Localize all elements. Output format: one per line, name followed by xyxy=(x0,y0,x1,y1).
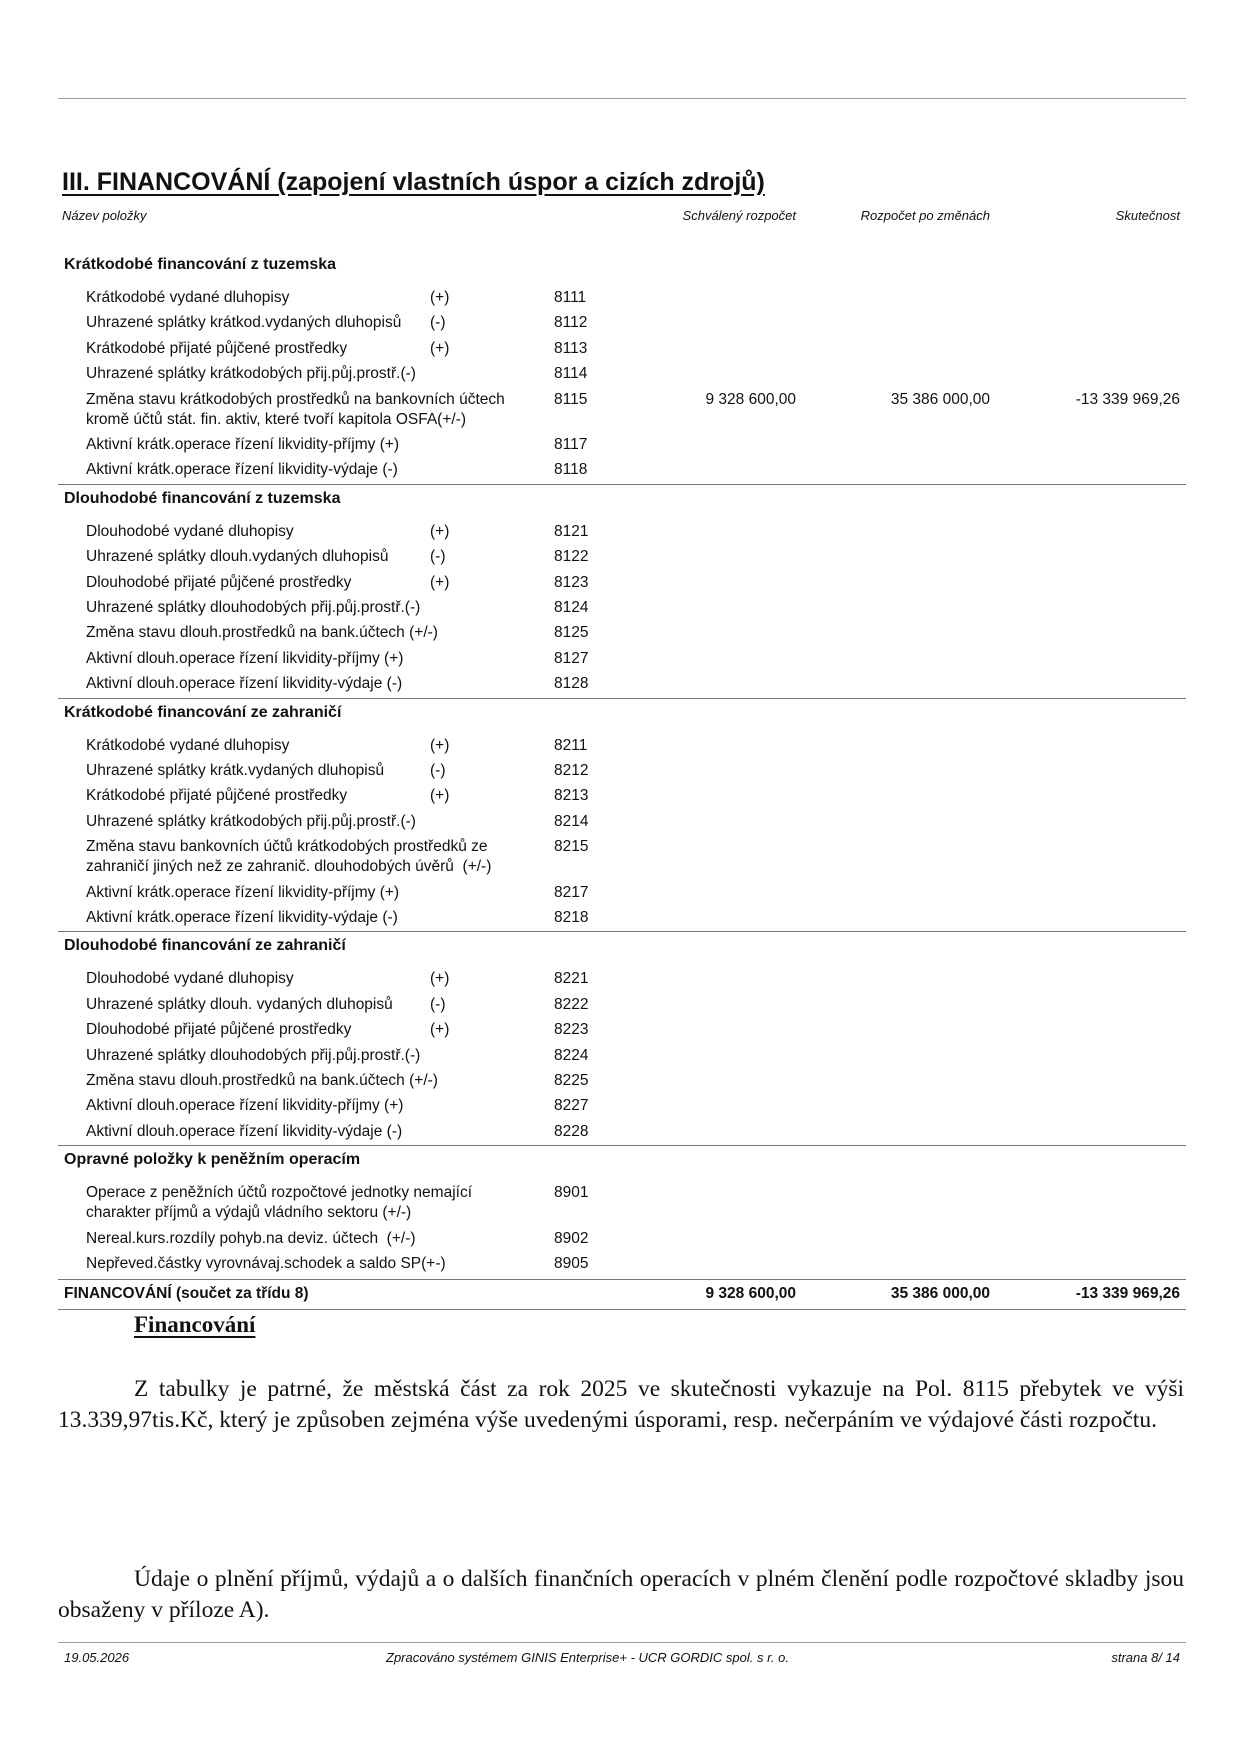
row-code: 8214 xyxy=(554,812,589,830)
total-after-changes: 35 386 000,00 xyxy=(890,1285,990,1303)
row-code: 8225 xyxy=(554,1072,589,1089)
row-sign: (+) xyxy=(430,970,450,988)
col-header-name: Název položky xyxy=(62,208,147,223)
row-label: Uhrazené splátky krátkodobých přij.půj.prostř.(-) xyxy=(86,812,416,830)
row-code: 8121 xyxy=(554,522,589,540)
page-heading: III. FINANCOVÁNÍ (zapojení vlastních úspor a cizích zdrojů) xyxy=(62,168,765,196)
row-label: Krátkodobé vydané dluhopisy xyxy=(86,736,290,754)
row-label: Uhrazené splátky dlouhodobých přij.půj.prostř.(-) xyxy=(86,599,421,616)
row-code: 8213 xyxy=(554,787,589,805)
row-code: 8115 xyxy=(554,390,588,408)
row-label: Aktivní dlouh.operace řízení likvidity-příjmy (+) xyxy=(86,649,404,667)
row-label: Aktivní krátk.operace řízení likvidity-příjmy (+) xyxy=(86,436,400,453)
row-code: 8902 xyxy=(554,1229,589,1247)
row-value-approved: 9 328 600,00 xyxy=(705,390,796,408)
row-code: 8128 xyxy=(554,675,589,693)
row-label: Nepřeved.částky vyrovnávaj.schodek a saldo SP(+-) xyxy=(86,1255,446,1272)
row-label: Dlouhodobé přijaté půjčené prostředky xyxy=(86,573,352,591)
row-label: Dlouhodobé vydané dluhopisy xyxy=(86,522,294,540)
row-code: 8217 xyxy=(554,883,589,901)
row-sign: (+) xyxy=(430,289,450,306)
row-code: 8127 xyxy=(554,649,589,667)
row-sign: (+) xyxy=(430,522,450,540)
row-code: 8221 xyxy=(554,970,589,988)
row-code: 8224 xyxy=(554,1046,589,1064)
row-code: 8212 xyxy=(554,762,589,779)
row-code: 8222 xyxy=(554,995,589,1013)
row-label: Krátkodobé přijaté půjčené prostředky xyxy=(86,339,348,357)
row-label: Aktivní dlouh.operace řízení likvidity-výdaje (-) xyxy=(86,1122,403,1140)
row-sign: (+) xyxy=(430,787,450,805)
paragraph-surplus xyxy=(58,1374,1184,1436)
row-code: 8901 xyxy=(554,1184,589,1202)
total-separator-bottom xyxy=(58,1309,1186,1310)
footer-date: 19.05.2026 xyxy=(64,1650,130,1665)
row-label: Uhrazené splátky dlouhodobých přij.půj.prostř.(-) xyxy=(86,1046,421,1064)
row-sign: (-) xyxy=(430,548,446,566)
row-label: Uhrazené splátky dlouh.vydaných dluhopisů xyxy=(86,548,389,566)
row-label: Uhrazené splátky krátk.vydaných dluhopisů xyxy=(86,762,385,779)
row-sign: (+) xyxy=(430,736,450,754)
total-label: FINANCOVÁNÍ (součet za třídu 8) xyxy=(64,1285,309,1303)
row-label: Aktivní krátk.operace řízení likvidity-výdaje (-) xyxy=(86,461,398,479)
section-separator xyxy=(58,1145,1186,1146)
row-label: Změna stavu dlouh.prostředků na bank.účtech (+/-) xyxy=(86,1072,438,1089)
row-code: 8118 xyxy=(554,461,588,479)
section-separator xyxy=(58,698,1186,699)
footer-rule xyxy=(58,1642,1186,1643)
footer-system: Zpracováno systémem GINIS Enterprise+ - UCR GORDIC spol. s r. o. xyxy=(386,1650,789,1665)
row-code: 8218 xyxy=(554,909,589,926)
section-title: Krátkodobé financování ze zahraničí xyxy=(64,703,342,721)
section-title: Opravné položky k peněžním operacím xyxy=(64,1151,361,1169)
total-actual: -13 339 969,26 xyxy=(1075,1285,1180,1303)
row-code: 8211 xyxy=(554,736,588,754)
row-label: Dlouhodobé přijaté půjčené prostředky xyxy=(86,1021,352,1039)
row-code: 8111 xyxy=(554,289,587,306)
row-label: Uhrazené splátky krátkodobých přij.půj.prostř.(-) xyxy=(86,365,416,383)
row-value-after-changes: 35 386 000,00 xyxy=(890,390,990,408)
row-label: Uhrazené splátky krátkod.vydaných dluhopisů xyxy=(86,314,402,332)
row-sign: (-) xyxy=(430,314,446,332)
row-label: Aktivní krátk.operace řízení likvidity-příjmy (+) xyxy=(86,883,400,901)
row-code: 8114 xyxy=(554,365,588,383)
total-approved: 9 328 600,00 xyxy=(705,1285,796,1303)
row-sign: (-) xyxy=(430,995,446,1013)
row-code: 8117 xyxy=(554,436,588,453)
row-sign: (+) xyxy=(430,339,450,357)
row-sign: (-) xyxy=(430,762,446,779)
row-sign: (+) xyxy=(430,1021,450,1039)
section-separator xyxy=(58,484,1186,485)
row-code: 8122 xyxy=(554,548,589,566)
row-label: Dlouhodobé vydané dluhopisy xyxy=(86,970,294,988)
col-header-actual: Skutečnost xyxy=(1115,208,1180,223)
col-header-approved: Schválený rozpočet xyxy=(682,208,796,223)
row-code: 8227 xyxy=(554,1097,589,1115)
row-value-actual: -13 339 969,26 xyxy=(1075,390,1180,408)
row-code: 8125 xyxy=(554,624,589,642)
paragraph-surplus-text: Z tabulky je patrné, že městská část za rok 2025 ve skutečnosti vykazuje na Pol. 8115 přebytek ve výši 13.339,97tis.Kč, který je způsoben zejména výše uvedenými úsporami, resp. nečerpáním ve výdajové části rozpočtu. xyxy=(58,1376,1184,1433)
row-label: Změna stavu dlouh.prostředků na bank.účtech (+/-) xyxy=(86,624,438,642)
row-code: 8123 xyxy=(554,573,589,591)
section-title: Dlouhodobé financování z tuzemska xyxy=(64,489,341,507)
paragraph-annex xyxy=(58,1564,1184,1626)
row-code: 8113 xyxy=(554,339,588,357)
row-code: 8228 xyxy=(554,1122,589,1140)
row-code: 8215 xyxy=(554,838,589,856)
row-label: Aktivní dlouh.operace řízení likvidity-příjmy (+) xyxy=(86,1097,404,1115)
row-label: Nereal.kurs.rozdíly pohyb.na deviz. účtech (+/-) xyxy=(86,1229,416,1247)
paragraph-annex-text: Údaje o plnění příjmů, výdajů a o dalších finančních operacích v plném členění podle rozpočtové skladby jsou obsaženy v příloze A). xyxy=(58,1566,1184,1623)
row-code: 8124 xyxy=(554,599,589,616)
row-label: Krátkodobé přijaté půjčené prostředky xyxy=(86,787,348,805)
col-header-after-changes: Rozpočet po změnách xyxy=(860,208,990,223)
row-label: Krátkodobé vydané dluhopisy xyxy=(86,289,290,306)
total-separator-top xyxy=(58,1279,1186,1280)
row-label: Změna stavu bankovních účtů krátkodobých prostředků ze zahraničí jiných než ze zahranič. dlouhodobých úvěrů (+/-) xyxy=(86,838,492,876)
row-label: Operace z peněžních účtů rozpočtové jednotky nemající charakter příjmů a výdajů vládního sektoru (+/-) xyxy=(86,1184,472,1222)
row-sign: (+) xyxy=(430,573,450,591)
row-label: Aktivní krátk.operace řízení likvidity-výdaje (-) xyxy=(86,909,398,926)
row-label: Uhrazené splátky dlouh. vydaných dluhopisů xyxy=(86,995,393,1013)
financing-title: Financování xyxy=(134,1312,256,1337)
row-code: 8223 xyxy=(554,1021,589,1039)
row-label: Změna stavu krátkodobých prostředků na bankovních účtech kromě účtů stát. fin. aktiv, které tvoří kapitola OSFA(+/-) xyxy=(86,390,505,428)
row-label: Aktivní dlouh.operace řízení likvidity-výdaje (-) xyxy=(86,675,403,693)
row-code: 8905 xyxy=(554,1255,589,1272)
footer-page: strana 8/ 14 xyxy=(1111,1650,1180,1665)
section-title: Krátkodobé financování z tuzemska xyxy=(64,256,337,273)
top-rule xyxy=(58,98,1186,99)
section-title: Dlouhodobé financování ze zahraničí xyxy=(64,937,346,955)
row-code: 8112 xyxy=(554,314,588,332)
section-separator xyxy=(58,931,1186,932)
